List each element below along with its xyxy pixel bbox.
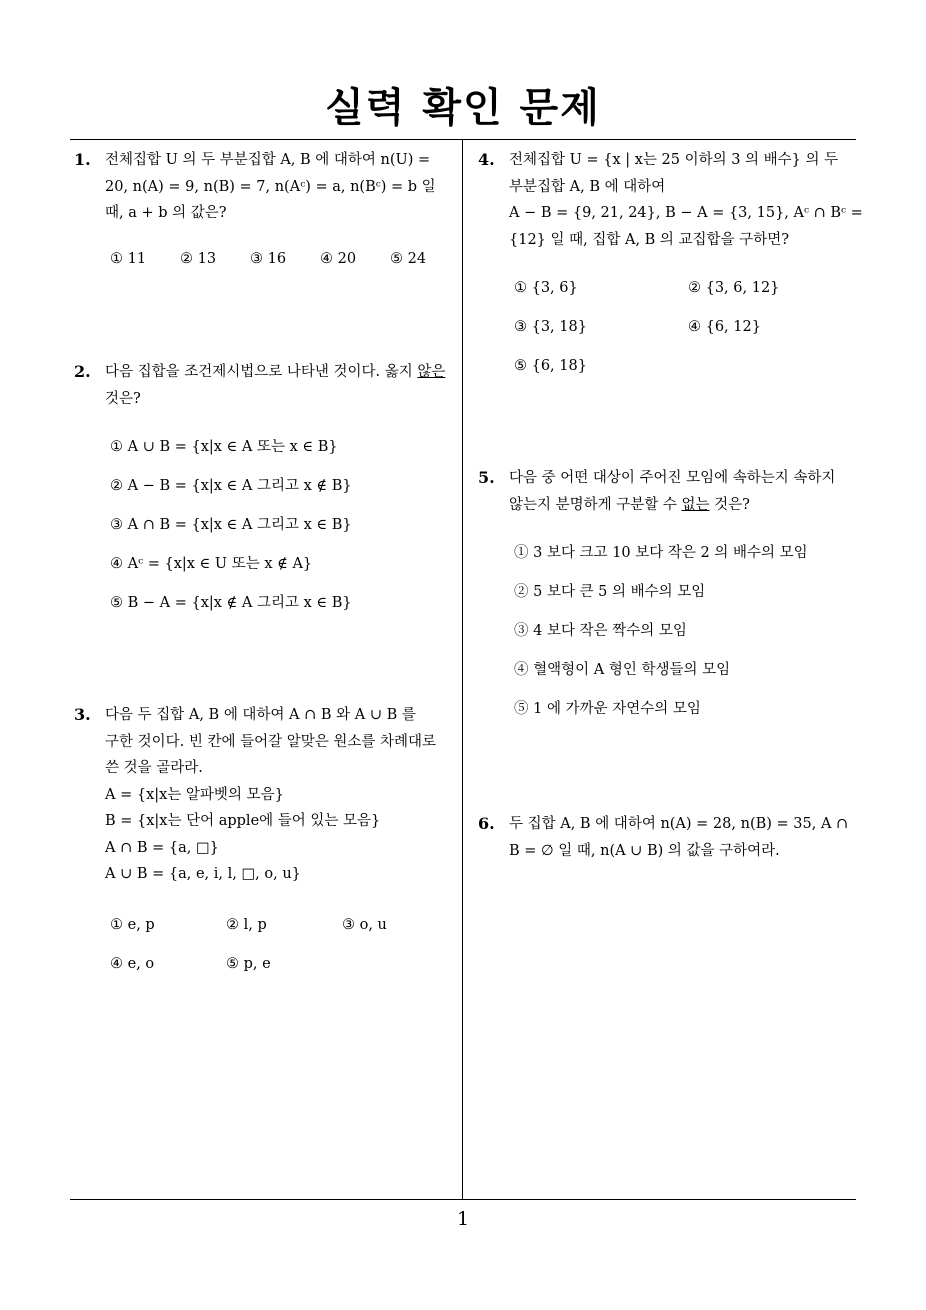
question-line: 전체집합 U 의 두 부분집합 A, B 에 대하여 n(U) =: [105, 152, 431, 168]
question-number: 4.: [478, 150, 495, 169]
set-definition: B = {x|x는 단어 apple에 들어 있는 모음}: [105, 813, 381, 829]
question-line: 전체집합 U = {x | x는 25 이하의 3 의 배수} 의 두: [509, 152, 839, 168]
question-text-part: 다음 집합을 조건제시법으로 나타낸 것이다. 옳지: [105, 364, 418, 380]
question-text: [509, 147, 863, 253]
top-rule: [70, 139, 856, 140]
option-5[interactable]: ⑤ 1 에 가까운 자연수의 모임: [514, 701, 701, 717]
question-text-part: 것은?: [709, 496, 750, 513]
page-number: 1: [456, 1208, 470, 1230]
question-line: [509, 492, 860, 519]
question-text: [509, 811, 860, 864]
question-line: 때, a + b 의 값은?: [105, 205, 227, 221]
question-line: B = ∅ 일 때, n(A ∪ B) 의 값을 구하여라.: [509, 842, 780, 859]
option-2[interactable]: ② A − B = {x|x ∈ A 그리고 x ∉ B}: [110, 478, 352, 494]
answer-options: [514, 540, 860, 720]
question-line: A − B = {9, 21, 24}, B − A = {3, 15}, Aᶜ ∩ Bᶜ =: [509, 205, 863, 221]
question-number: 5.: [478, 468, 495, 487]
option-5[interactable]: ⑤ 24: [390, 250, 427, 267]
question-line: 다음 두 집합 A, B 에 대하여 A ∩ B 와 A ∪ B 를: [105, 707, 416, 723]
page-title: 실력 확인 문제: [325, 85, 601, 131]
question-3: [70, 702, 458, 982]
option-2[interactable]: ② {3, 6, 12}: [688, 280, 780, 296]
option-1[interactable]: ① {3, 6}: [514, 280, 578, 296]
option-1[interactable]: ① e, p: [110, 916, 155, 933]
question-text: [105, 702, 458, 888]
set-definition: A = {x|x는 알파벳의 모음}: [105, 786, 284, 803]
question-line: 다음 중 어떤 대상이 주어진 모임에 속하는지 속하지: [509, 470, 836, 486]
question-line: 것은?: [105, 390, 141, 407]
answer-options: [110, 434, 458, 614]
question-6: [474, 811, 860, 864]
option-4[interactable]: ④ 20: [320, 250, 357, 267]
option-5[interactable]: ⑤ p, e: [226, 955, 271, 972]
option-1[interactable]: ① 3 보다 크고 10 보다 작은 2 의 배수의 모임: [514, 545, 808, 561]
option-3[interactable]: ③ {3, 18}: [514, 319, 587, 335]
question-line: 20, n(A) = 9, n(B) = 7, n(Aᶜ) = a, n(Bᶜ) = b 일: [105, 178, 436, 195]
answer-options: [110, 246, 458, 274]
question-number: 2.: [74, 362, 91, 381]
option-4[interactable]: ④ 혈액형이 A 형인 학생들의 모임: [514, 662, 731, 678]
option-3[interactable]: ③ 4 보다 작은 짝수의 모임: [514, 623, 687, 639]
option-3[interactable]: ③ A ∩ B = {x|x ∈ A 그리고 x ∈ B}: [110, 517, 352, 533]
emphasis-underline: 없는: [681, 496, 710, 513]
option-1[interactable]: ① A ∪ B = {x|x ∈ A 또는 x ∈ B}: [110, 439, 338, 455]
question-line: 구한 것이다. 빈 칸에 들어갈 알맞은 원소를 차례대로: [105, 733, 437, 750]
set-definition: A ∪ B = {a, e, i, l, □, o, u}: [105, 866, 301, 882]
option-3[interactable]: ③ 16: [250, 250, 287, 267]
question-line: [105, 359, 458, 386]
question-line: {12} 일 때, 집합 A, B 의 교집합을 구하면?: [509, 231, 789, 248]
answer-options: [514, 275, 860, 375]
option-5[interactable]: ⑤ {6, 18}: [514, 358, 587, 374]
option-4[interactable]: ④ Aᶜ = {x|x ∈ U 또는 x ∉ A}: [110, 556, 313, 572]
question-text: [509, 465, 860, 518]
question-text-part: 않는지 분명하게 구분할 수: [509, 496, 682, 513]
column-divider: [462, 139, 463, 1200]
bottom-rule: [70, 1199, 856, 1200]
question-text: [105, 147, 458, 227]
question-number: 3.: [74, 705, 91, 724]
question-text: [105, 359, 458, 412]
question-line: 두 집합 A, B 에 대하여 n(A) = 28, n(B) = 35, A ∩: [509, 816, 849, 832]
question-2: [70, 359, 458, 614]
option-3[interactable]: ③ o, u: [342, 916, 387, 933]
option-4[interactable]: ④ e, o: [110, 955, 155, 972]
option-4[interactable]: ④ {6, 12}: [688, 319, 761, 335]
question-line: 부분집합 A, B 에 대하여: [509, 178, 666, 195]
emphasis-underline: 않은: [417, 364, 446, 380]
option-2[interactable]: ② 13: [180, 250, 217, 267]
question-5: [474, 465, 860, 720]
option-1[interactable]: ① 11: [110, 250, 147, 267]
option-2[interactable]: ② l, p: [226, 916, 267, 933]
option-5[interactable]: ⑤ B − A = {x|x ∉ A 그리고 x ∈ B}: [110, 595, 352, 611]
option-2[interactable]: ② 5 보다 큰 5 의 배수의 모임: [514, 584, 706, 600]
set-definition: A ∩ B = {a, □}: [105, 839, 219, 856]
question-number: 1.: [74, 150, 91, 169]
question-number: 6.: [478, 814, 495, 833]
answer-options: [110, 912, 458, 982]
question-line: 쓴 것을 골라라.: [105, 760, 203, 776]
question-1: [70, 147, 458, 274]
question-4: [474, 147, 863, 375]
